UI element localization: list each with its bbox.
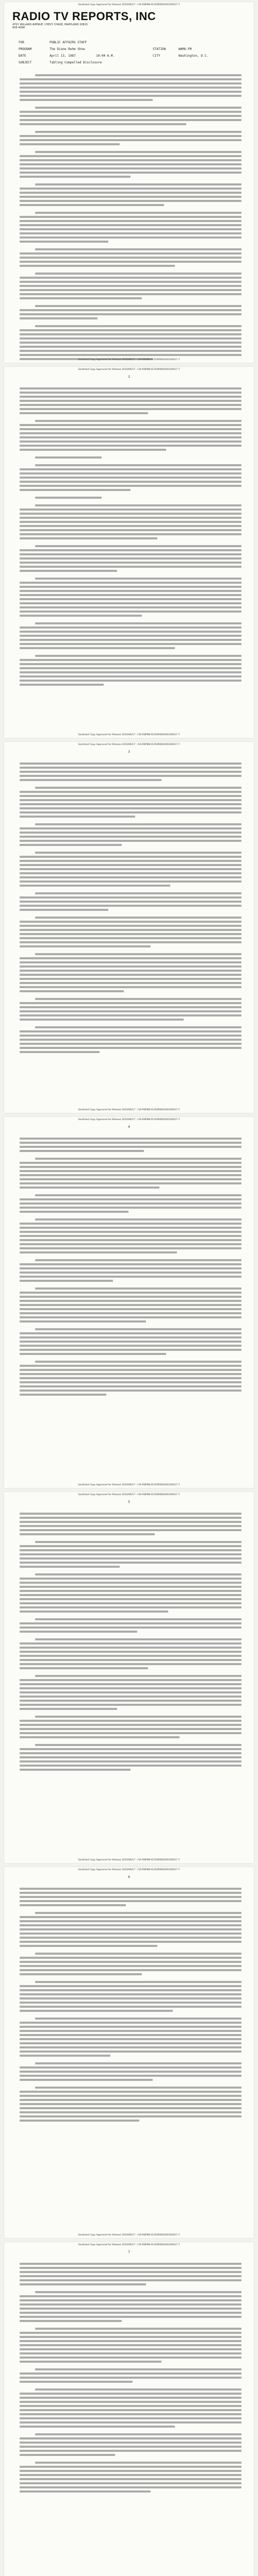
sanitized-notice: Sanitized Copy Approved for Release 2010/06/17 : CIA-RDP88-01350R000200320017-7	[78, 743, 180, 746]
transcript-body	[20, 1513, 241, 1773]
document-page	[4, 742, 254, 1113]
page-number: 6	[128, 1875, 130, 1879]
transcript-header	[19, 39, 244, 66]
sanitized-notice-bottom: Sanitized Copy Approved for Release 2010/06/17 : CIA-RDP88-01350R000200320017-7	[78, 734, 180, 736]
city-value: Washington, D.C.	[179, 54, 208, 58]
page-number: 2	[128, 375, 130, 379]
sanitized-notice-bottom: Sanitized Copy Approved for Release 2010/06/17 : CIA-RDP88-01350R000200320017-7	[78, 1859, 180, 1861]
date-label: DATE	[19, 54, 26, 58]
document-page	[4, 1867, 254, 2238]
for-value: PUBLIC AFFAIRS STAFF	[50, 41, 87, 44]
transcript-body	[20, 2263, 241, 2495]
sanitized-notice: Sanitized Copy Approved for Release 2010/06/17 : CIA-RDP88-01350R000200320017-7	[78, 1118, 180, 1121]
sanitized-notice: Sanitized Copy Approved for Release 2010/06/17 : CIA-RDP88-01350R000200320017-7	[78, 1869, 180, 1871]
for-label: FOR	[19, 41, 24, 44]
page-number: 4	[128, 1125, 130, 1129]
transcript-body	[20, 1138, 241, 1398]
station-value: WAMU-FM	[179, 47, 192, 51]
transcript-body	[20, 387, 241, 688]
sanitized-notice: Sanitized Copy Approved for Release 2010/06/17 : CIA-RDP88-01350R000200320017-7	[78, 1494, 180, 1496]
document-page	[4, 1492, 254, 1863]
page-number: 5	[128, 1500, 130, 1504]
document-page	[4, 1117, 254, 1488]
station-label: STATION	[153, 47, 166, 51]
page-number: 3	[128, 750, 130, 754]
document-page	[4, 2242, 254, 2576]
program-label: PROGRAM	[19, 47, 32, 51]
time-value: 10:00 A.M.	[96, 54, 115, 58]
city-label: CITY	[153, 54, 160, 58]
page-number: 7	[128, 2250, 130, 2254]
letterhead-phone: 656-4068	[12, 26, 25, 29]
document-page	[4, 367, 254, 738]
sanitized-notice: Sanitized Copy Approved for Release 2010/06/17 : CIA-RDP88-01350R000200320017-7	[78, 2244, 180, 2246]
letterhead-title: RADIO TV REPORTS, INC	[12, 10, 156, 23]
sanitized-notice: Sanitized Copy Approved for Release 2010/06/17 : CIA-RDP88-01350R000200320017-7	[78, 368, 180, 371]
sanitized-notice-bottom: Sanitized Copy Approved for Release 2010/06/17 : CIA-RDP88-01350R000200320017-7	[78, 1109, 180, 1111]
sanitized-notice-bottom: Sanitized Copy Approved for Release 2010/06/17 : CIA-RDP88-01350R000200320017-7	[78, 1484, 180, 1486]
sanitized-notice-bottom: Sanitized Copy Approved for Release 2010/06/17 : CIA-RDP88-01350R000200320017-7	[78, 2234, 180, 2236]
letterhead	[12, 10, 156, 29]
transcript-body	[20, 762, 241, 1055]
transcript-body	[20, 74, 241, 363]
document-page	[4, 2, 254, 363]
transcript-body	[20, 1888, 241, 2124]
sanitized-notice: Sanitized Copy Approved for Release 2010/06/17 : CIA-RDP88-01350R000200320017-7	[78, 4, 180, 6]
date-value: April 13, 1987	[50, 54, 76, 58]
sanitized-notice-bottom: Sanitized Copy Approved for Release 2010/06/17 : CIA-RDP88-01350R000200320017-7	[78, 359, 180, 361]
subject-label: SUBJECT	[19, 61, 32, 64]
letterhead-address: 4701 WILLARD AVENUE, CHEVY CHASE, MARYLAND 20815	[12, 23, 88, 26]
subject-value: Tabling Compelled Disclosure	[50, 61, 102, 64]
program-value: The Diane Rehm Show	[50, 47, 85, 51]
